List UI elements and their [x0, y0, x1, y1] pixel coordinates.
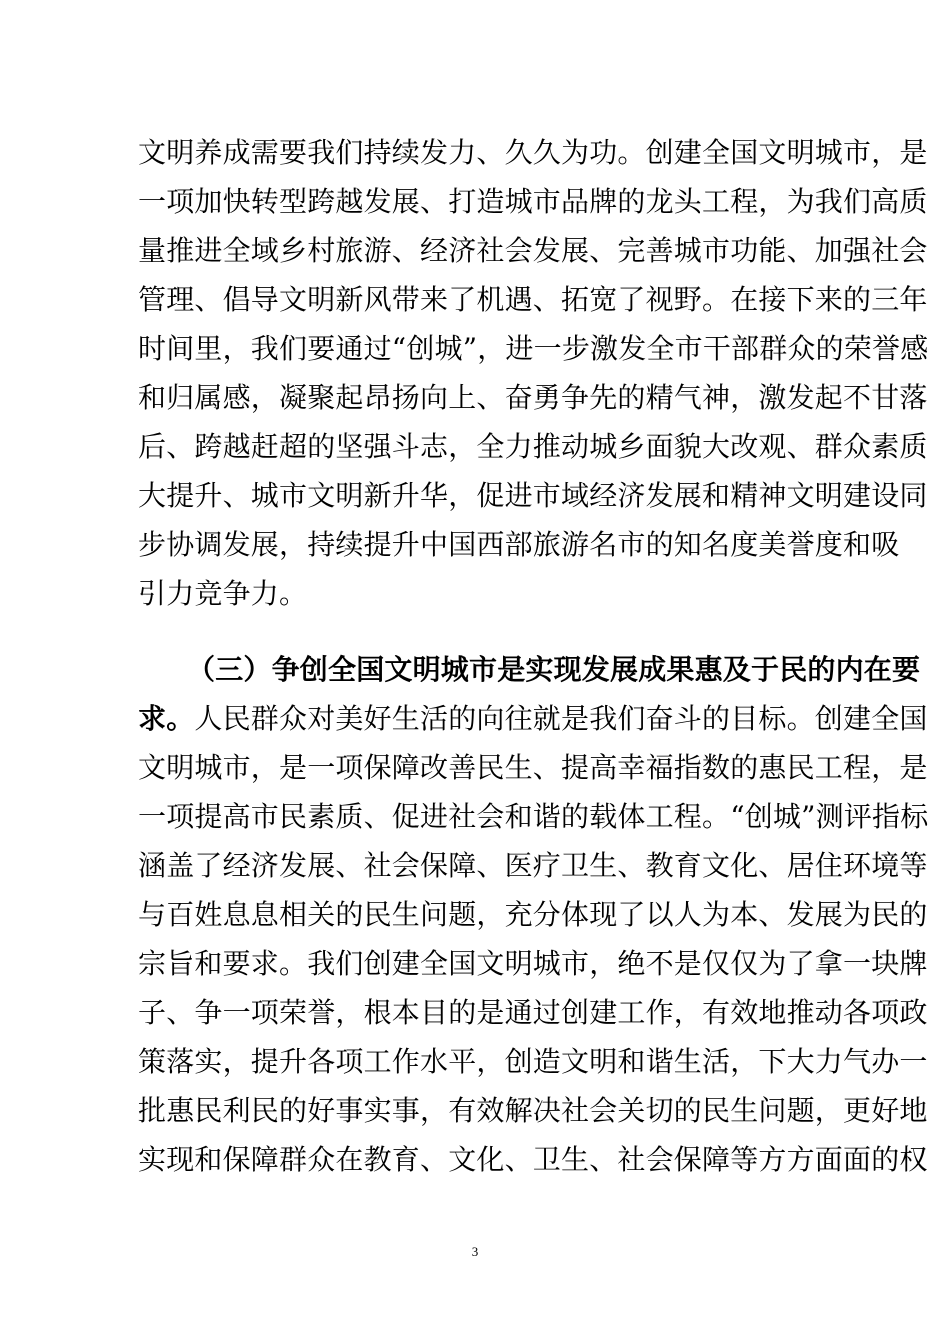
- text-line: 子、争一项荣誉，根本目的是通过创建工作，有效地推动各项政: [138, 996, 928, 1029]
- text-line: 策落实，提升各项工作水平，创造文明和谐生活，下大力气办一: [138, 1045, 928, 1078]
- text-line: 文明养成需要我们持续发力、久久为功。创建全国文明城市，是: [138, 136, 928, 169]
- text-line: 批惠民利民的好事实事，有效解决社会关切的民生问题，更好地: [138, 1094, 928, 1127]
- text-line: 实现和保障群众在教育、文化、卫生、社会保障等方方面面的权: [138, 1143, 928, 1176]
- text-line: 和归属感，凝聚起昂扬向上、奋勇争先的精气神，激发起不甘落: [138, 381, 928, 414]
- text-line: 步协调发展，持续提升中国西部旅游名市的知名度美誉度和吸: [138, 528, 900, 561]
- text-line: 文明城市，是一项保障改善民生、提高幸福指数的惠民工程，是: [138, 751, 928, 784]
- text-line: [138, 697, 928, 741]
- text-line: 涵盖了经济发展、社会保障、医疗卫生、教育文化、居住环境等: [138, 849, 928, 882]
- text-line: 宗旨和要求。我们创建全国文明城市，绝不是仅仅为了拿一块牌: [138, 947, 928, 980]
- text-span: 人民群众对美好生活的向往就是我们奋斗的目标。创建全国: [194, 702, 928, 735]
- text-line: 一项提高市民素质、促进社会和谐的载体工程。“创城”测评指标: [138, 800, 929, 833]
- section-heading-end: 求。: [138, 702, 195, 735]
- text-line: 量推进全域乡村旅游、经济社会发展、完善城市功能、加强社会: [138, 234, 928, 267]
- text-line: 引力竞争力。: [138, 577, 308, 610]
- text-line: 管理、倡导文明新风带来了机遇、拓宽了视野。在接下来的三年: [138, 283, 928, 316]
- section-heading: （三）争创全国文明城市是实现发展成果惠及于民的内在要: [187, 653, 921, 686]
- text-line: 后、跨越赶超的坚强斗志，全力推动城乡面貌大改观、群众素质: [138, 430, 928, 463]
- text-line: 与百姓息息相关的民生问题，充分体现了以人为本、发展为民的: [138, 898, 928, 931]
- text-line: 时间里，我们要通过“创城”，进一步激发全市干部群众的荣誉感: [138, 332, 929, 365]
- page-number: 3: [471, 1244, 479, 1259]
- text-line: 大提升、城市文明新升华，促进市域经济发展和精神文明建设同: [138, 479, 928, 512]
- text-line: 一项加快转型跨越发展、打造城市品牌的龙头工程，为我们高质: [138, 185, 928, 218]
